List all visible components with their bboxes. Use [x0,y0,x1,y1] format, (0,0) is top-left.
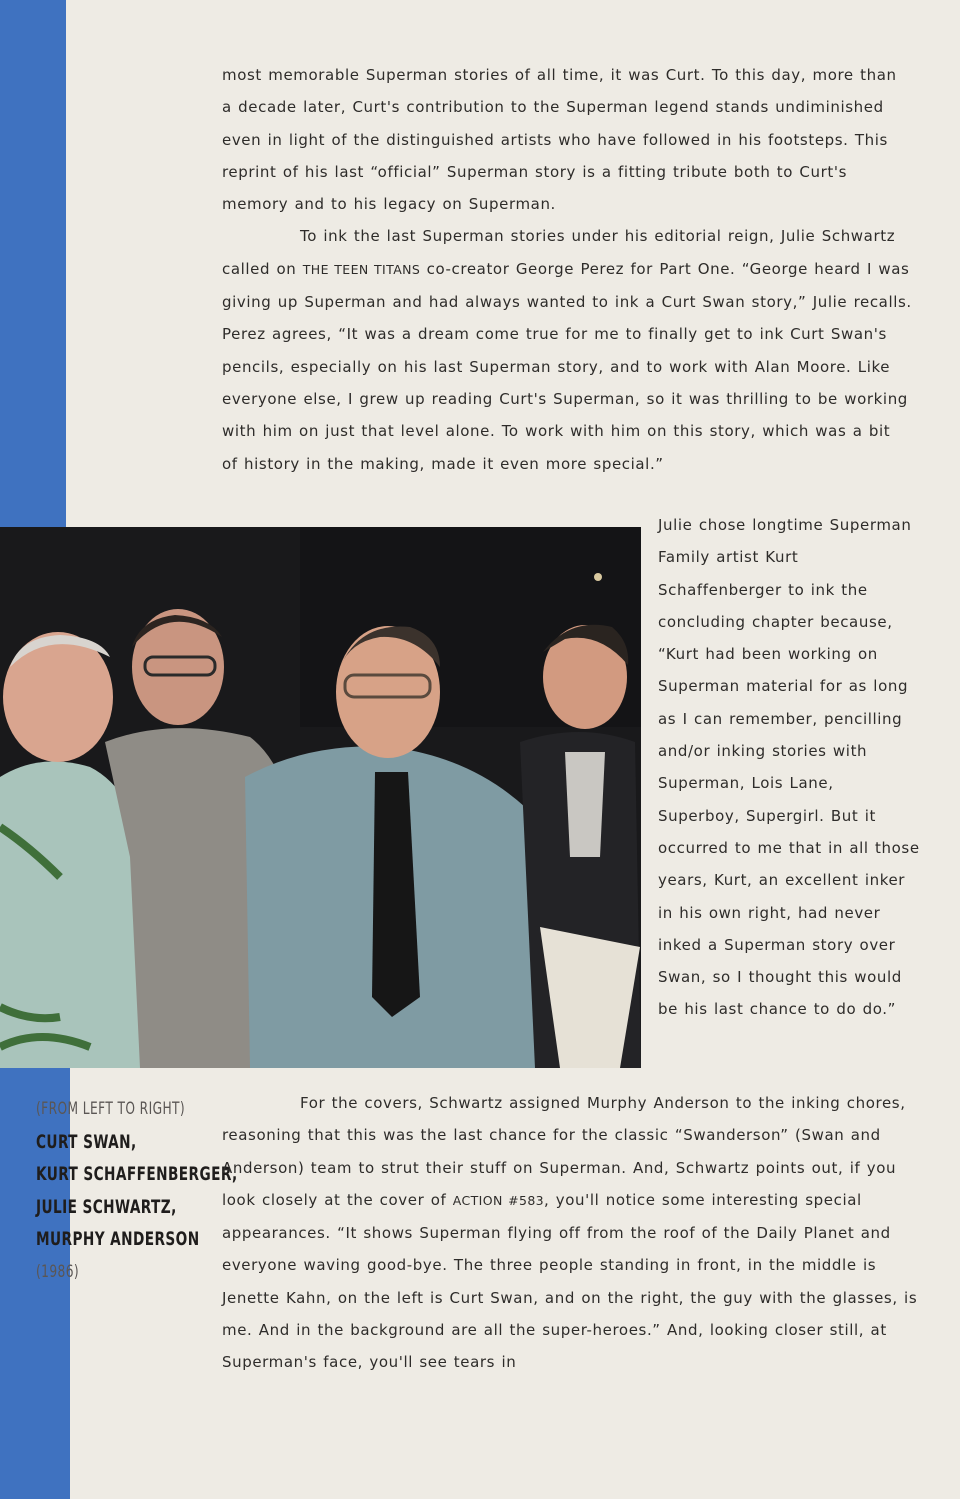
caption-line: (FROM LEFT TO RIGHT) [36,1099,186,1119]
caption-line: MURPHY ANDERSON [36,1228,200,1250]
caption-line: KURT SCHAFFENBERGER, [36,1163,238,1185]
body-text-side [658,509,920,1026]
blue-margin-stripe-top [0,0,66,527]
caption-line: CURT SWAN, [36,1130,137,1153]
caption-line: JULIE SCHWARTZ, [36,1195,177,1218]
paragraph-covers: For the covers, Schwartz assigned Murphy Anderson to the inking chores, reasoning that this was the last chance for the classic “Swanderson” (Swan and Anderson) team to strut their stuff on Superman. And, Schwartz points out, if you look closely at the cover of ACTION #583, you'll notice some interesting special appearances. “It shows Superman flying off from the roof of the Daily Planet and everyone waving good-bye. The three people standing in front, in the middle is Jenette Kahn, on the left is Curt Swan, and on the right, the guy with the glasses, is me. And in the background are all the super-heroes.” And, looking closer still, at Superman's face, you'll see tears in [222,1094,918,1372]
photo-caption [36,1093,238,1288]
paragraph-schaffenberger: Julie chose longtime Superman Family artist Kurt Schaffenberger to ink the concluding chapter because, “Kurt had been working on Superman material for as long as I can remember, pencilling and/or inking stories with Superman, Lois Lane, Superboy, Supergirl. But it occurred to me that in all those years, Kurt, an excellent inker in his own right, had never inked a Superman story over Swan, so I thought this would be his last chance to do do.” [658,516,920,1019]
group-photo [0,527,641,1068]
title-teen-titans: THE TEEN TITANS [302,261,421,277]
body-text-bottom [222,1087,922,1379]
paragraph-perez: To ink the last Superman stories under his editorial reign, Julie Schwartz called on THE TEEN TITANS co-creator George Perez for Part One. “George heard I was giving up Superman and had always wanted to ink a Curt Swan story,” Julie recalls. Perez agrees, “It was a dream come true for me to finally get to ink Curt Swan's pencils, especially on his last Superman story, and to work with Alan Moore. Like everyone else, I grew up reading Curt's Superman, so it was thrilling to be working with him on just that level alone. To work with him on this story, which was a bit of history in the making, made it even more special.” [222,227,912,473]
title-action-583: ACTION #583 [452,1192,545,1208]
paragraph-curt-legacy: most memorable Superman stories of all time, it was Curt. To this day, more than a decade later, Curt's contribution to the Superman legend stands undiminished even in light of the distinguished artists who have followed in his footsteps. This reprint of his last “official” Superman story is a fitting tribute both to Curt's memory and to his legacy on Superman. [222,66,897,214]
body-text-top [222,59,912,480]
caption-line: (1986) [36,1261,80,1282]
